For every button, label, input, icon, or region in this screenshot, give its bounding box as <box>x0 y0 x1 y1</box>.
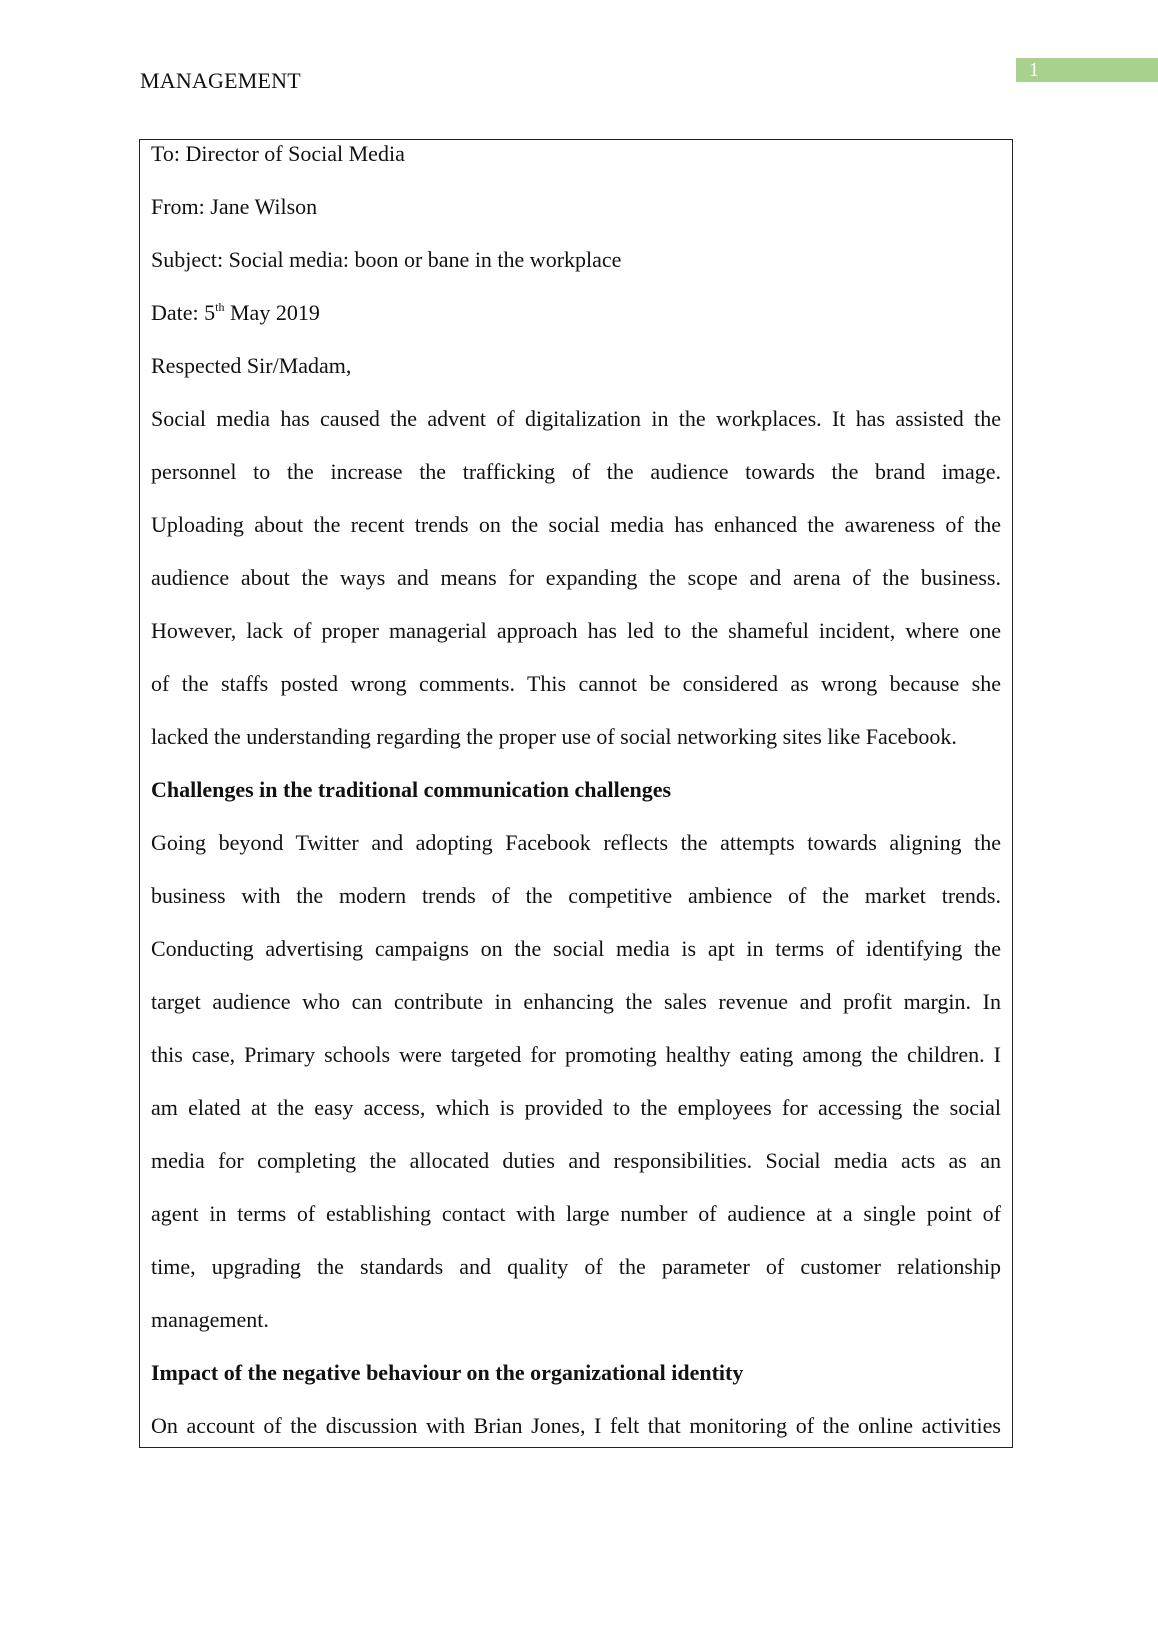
challenges-paragraph-line: media for completing the allocated duties and responsibilities. Social media acts as an <box>151 1148 1001 1173</box>
memo-to-line: To: Director of Social Media <box>151 141 405 166</box>
memo-date-superscript: th <box>215 300 225 314</box>
memo-subject-line: Subject: Social media: boon or bane in the workplace <box>151 247 622 272</box>
intro-paragraph-line: personnel to the increase the trafficking of the audience towards the brand image. <box>151 459 1001 484</box>
section-heading-impact: Impact of the negative behaviour on the organizational identity <box>151 1360 744 1385</box>
page-number-badge: 1 <box>1016 58 1158 82</box>
challenges-paragraph-line: time, upgrading the standards and quality of the parameter of customer relationship <box>151 1254 1001 1279</box>
challenges-paragraph-line: this case, Primary schools were targeted for promoting healthy eating among the children. I <box>151 1042 1001 1067</box>
challenges-paragraph-line: am elated at the easy access, which is provided to the employees for accessing the social <box>151 1095 1001 1120</box>
intro-paragraph-line: Social media has caused the advent of digitalization in the workplaces. It has assisted the <box>151 406 1001 431</box>
memo-date-suffix: May 2019 <box>224 300 320 325</box>
intro-paragraph-line: of the staffs posted wrong comments. This cannot be considered as wrong because she <box>151 671 1001 696</box>
intro-paragraph-line: Uploading about the recent trends on the social media has enhanced the awareness of the <box>151 512 1001 537</box>
section-heading-challenges: Challenges in the traditional communication challenges <box>151 777 672 802</box>
challenges-paragraph-line: target audience who can contribute in enhancing the sales revenue and profit margin. In <box>151 989 1001 1014</box>
memo-from-line: From: Jane Wilson <box>151 194 318 219</box>
challenges-paragraph-line: Going beyond Twitter and adopting Facebook reflects the attempts towards aligning the <box>151 830 1001 855</box>
challenges-paragraph-line: Conducting advertising campaigns on the social media is apt in terms of identifying the <box>151 936 1001 961</box>
memo-date-prefix: Date: 5 <box>151 300 216 325</box>
intro-paragraph-line: audience about the ways and means for expanding the scope and arena of the business. <box>151 565 1001 590</box>
salutation-line: Respected Sir/Madam, <box>151 353 352 378</box>
memo-date-line <box>151 299 1001 327</box>
challenges-paragraph-line: management. <box>151 1307 269 1332</box>
challenges-paragraph-line: agent in terms of establishing contact with large number of audience at a single point of <box>151 1201 1001 1226</box>
memo-box <box>139 139 1013 1448</box>
impact-paragraph-line: On account of the discussion with Brian Jones, I felt that monitoring of the online activities <box>151 1413 1001 1438</box>
intro-paragraph-line: However, lack of proper managerial approach has led to the shameful incident, where one <box>151 618 1001 643</box>
intro-paragraph-line: lacked the understanding regarding the proper use of social networking sites like Facebook. <box>151 724 957 749</box>
challenges-paragraph-line: business with the modern trends of the competitive ambience of the market trends. <box>151 883 1001 908</box>
running-head: MANAGEMENT <box>140 68 301 93</box>
